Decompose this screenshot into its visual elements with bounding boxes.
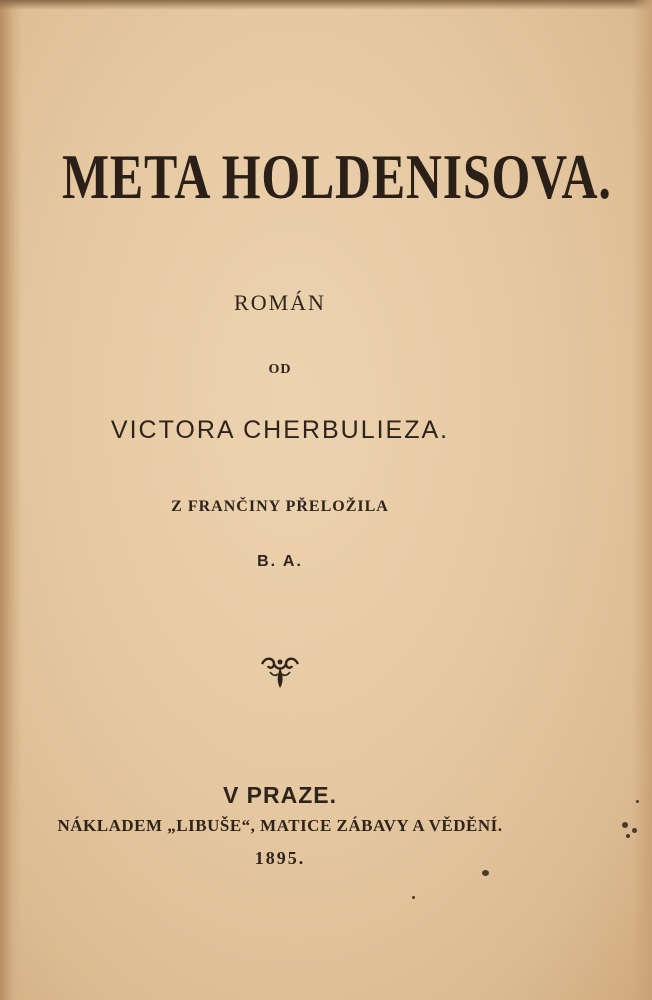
foxing-spot	[622, 822, 628, 828]
author-name: VICTORA CHERBULIEZA.	[110, 416, 450, 444]
imprint-publisher: NÁKLADEM „LIBUŠE“, MATICE ZÁBAVY A VĚDĚNÍ.	[57, 816, 503, 835]
foxing-spot	[632, 828, 637, 833]
genre-label: ROMÁN	[234, 290, 326, 315]
foxing-spot	[482, 870, 489, 876]
top-edge-shadow	[0, 0, 652, 10]
imprint-year: 1895.	[254, 848, 306, 868]
right-edge-shadow	[632, 0, 652, 1000]
foxing-spot	[636, 800, 639, 803]
translator-initials: B. A.	[257, 553, 303, 570]
foxing-spot	[626, 834, 630, 838]
by-label: OD	[268, 362, 292, 377]
imprint-city: V PRAZE.	[222, 782, 338, 808]
book-title: META HOLDENISOVA.	[62, 141, 612, 212]
floral-ornament-icon	[258, 650, 302, 692]
foxing-spot	[412, 896, 415, 899]
translation-note: Z FRANČINY PŘELOŽILA	[171, 498, 389, 515]
